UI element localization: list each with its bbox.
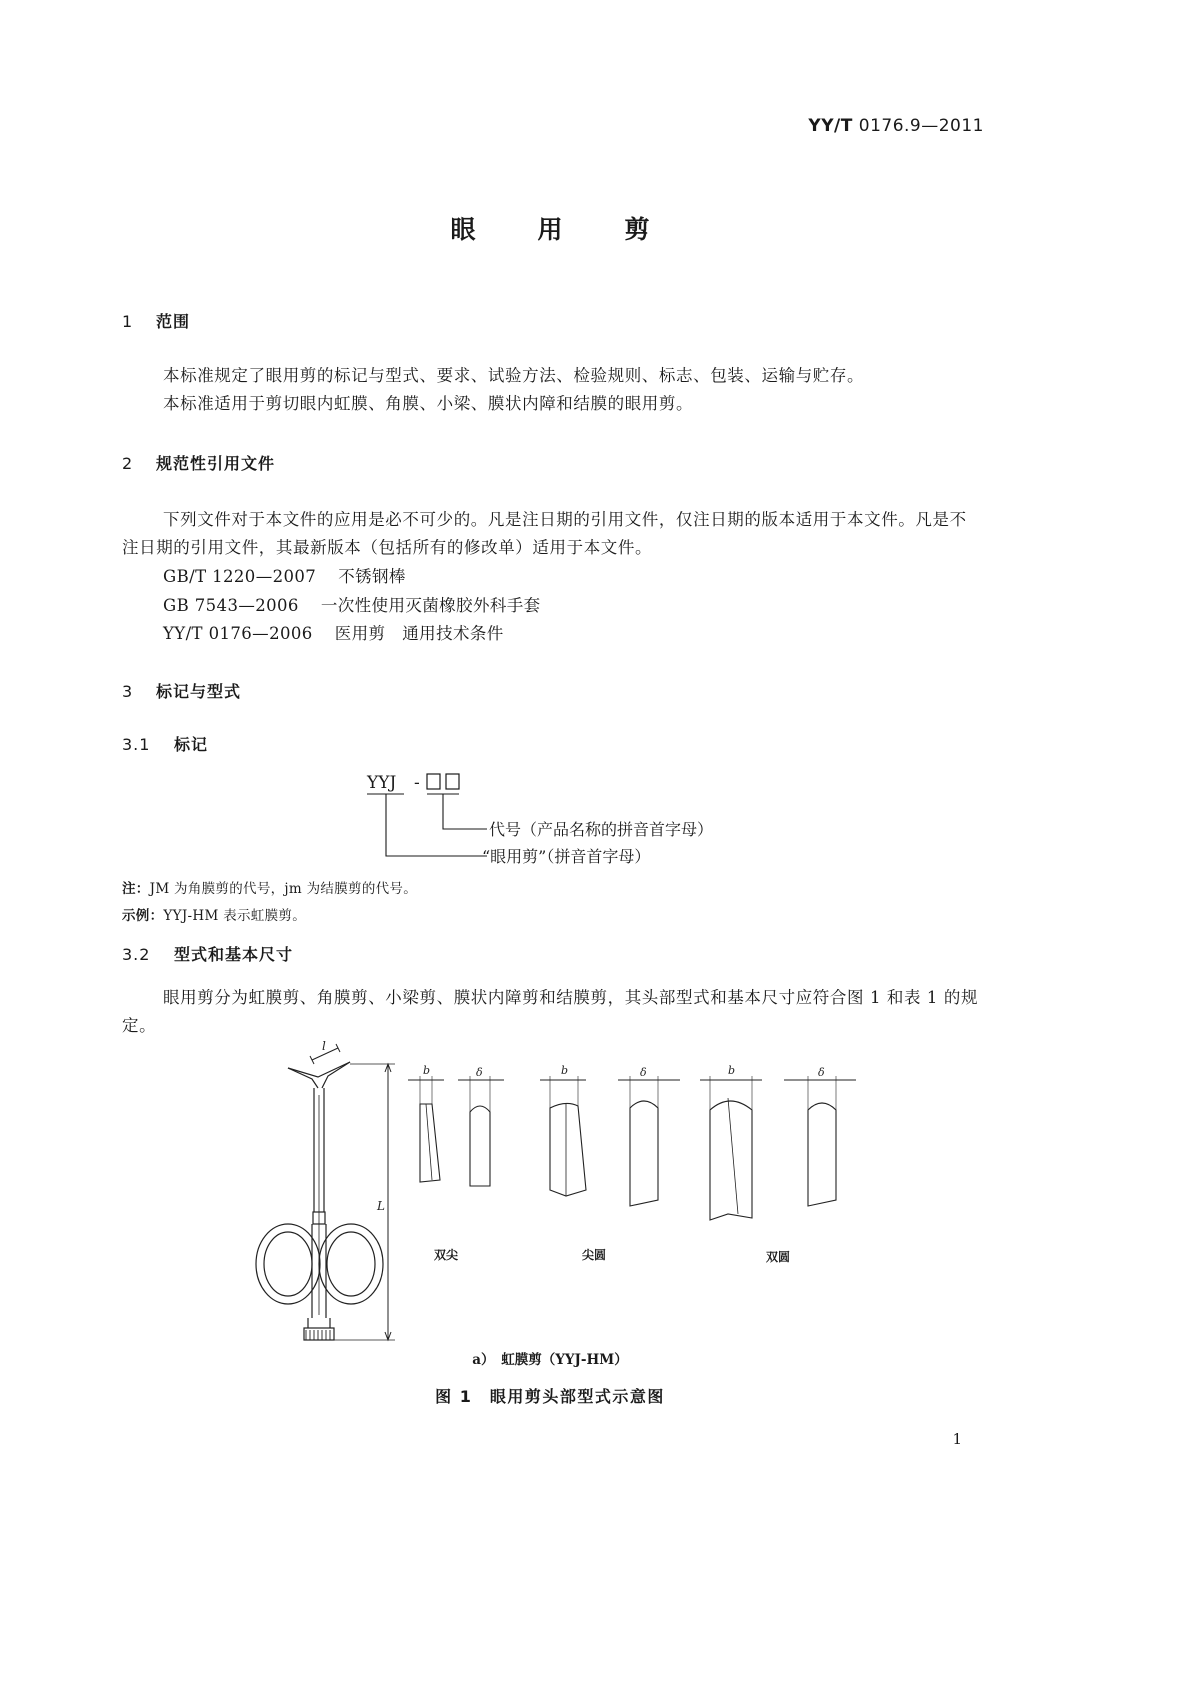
label-b: b xyxy=(728,1064,736,1077)
label-delta: δ xyxy=(818,1066,825,1079)
tip-sharp-round-b xyxy=(550,1103,586,1196)
page-number: 1 xyxy=(952,1430,962,1448)
tip-type-label: 双圆 xyxy=(766,1250,791,1264)
dimension-l-label: l xyxy=(322,1039,326,1053)
tip-type-label: 双尖 xyxy=(434,1248,459,1262)
figure-sub-caption: a） 虹膜剪（YYJ-HM） xyxy=(472,1352,628,1368)
note-label: 注： xyxy=(122,881,150,897)
tip-double-sharp-delta xyxy=(470,1106,490,1186)
section-title: 标记与型式 xyxy=(156,682,242,701)
scissors-blade-right xyxy=(322,1062,350,1088)
section-title: 型式和基本尺寸 xyxy=(174,945,294,964)
section-number: 3.1 xyxy=(122,735,151,754)
marking-label-1: 代号（产品名称的拼音首字母） xyxy=(489,820,714,839)
label-b: b xyxy=(561,1064,569,1077)
ref-code: GB/T 1220—2007 xyxy=(163,567,317,586)
marking-code-dash: - xyxy=(414,773,420,793)
section-title: 标记 xyxy=(174,735,209,754)
section-title: 规范性引用文件 xyxy=(156,454,276,473)
scissors-ring-left-inner xyxy=(264,1232,312,1296)
tip-double-round-b-edge xyxy=(728,1098,738,1214)
dimension-l-tick xyxy=(336,1044,340,1052)
scissors-drawing xyxy=(256,1062,383,1340)
standard-code-number: 0176.9—2011 xyxy=(852,116,984,136)
label-delta: δ xyxy=(476,1066,483,1079)
section-title: 范围 xyxy=(156,312,191,331)
tip-sharp-round-delta xyxy=(630,1101,658,1206)
standard-code-prefix: YY/T xyxy=(808,116,853,136)
ref-name: 一次性使用灭菌橡胶外科手套 xyxy=(320,596,541,615)
ref-code: YY/T 0176—2006 xyxy=(163,624,313,643)
refs-intro-paragraph: 下列文件对于本文件的应用是必不可少的。凡是注日期的引用文件，仅注日期的版本适用于本文件。凡是不注日期的引用文件，其最新版本（包括所有的修改单）适用于本文件。 xyxy=(122,510,967,557)
scissors-ring-left-outer xyxy=(256,1224,320,1304)
example-text: YYJ-HM 表示虹膜剪。 xyxy=(163,908,306,924)
section-number: 1 xyxy=(122,312,134,331)
scissors-blade-edge xyxy=(288,1062,350,1077)
tip-dimension-labels xyxy=(423,1064,825,1079)
tip-double-round-delta xyxy=(808,1103,836,1206)
section-number: 2 xyxy=(122,454,134,473)
marking-label-2: “眼用剪”（拼音首字母） xyxy=(482,847,651,866)
scissors-ring-right-outer xyxy=(319,1224,383,1304)
section-number: 3.2 xyxy=(122,945,151,964)
scissors-ring-right-inner xyxy=(327,1232,375,1296)
types-paragraph: 眼用剪分为虹膜剪、角膜剪、小梁剪、膜状内障剪和结膜剪，其头部型式和基本尺寸应符合图 1 和表 1 的规定。 xyxy=(122,988,979,1035)
document-title: 眼用剪 xyxy=(450,215,712,244)
ref-name: 不锈钢棒 xyxy=(338,567,406,586)
scissors-blade-left xyxy=(288,1068,318,1088)
tip-double-sharp-b xyxy=(420,1104,440,1182)
figure-caption: 图 1 眼用剪头部型式示意图 xyxy=(435,1387,665,1406)
dimension-L-label: L xyxy=(377,1199,385,1213)
dimension-L xyxy=(334,1064,395,1340)
scope-paragraph-1: 本标准规定了眼用剪的标记与型式、要求、试验方法、检验规则、标志、包装、运输与贮存。 xyxy=(163,366,865,385)
scissors-spring-hatch xyxy=(306,1330,330,1340)
label-delta: δ xyxy=(640,1066,647,1079)
tip-type-label: 尖圆 xyxy=(582,1248,607,1262)
tip-profiles xyxy=(420,1098,836,1220)
note-text: JM 为角膜剪的代号，jm 为结膜剪的代号。 xyxy=(149,881,418,897)
dimension-l-tick xyxy=(310,1056,314,1064)
marking-code-text: YYJ xyxy=(367,773,397,793)
ref-name: 医用剪 通用技术条件 xyxy=(334,624,504,643)
scope-paragraph-2: 本标准适用于剪切眼内虹膜、角膜、小梁、膜状内障和结膜的眼用剪。 xyxy=(163,394,694,413)
tip-double-sharp-b-edge xyxy=(426,1104,432,1180)
ref-code: GB 7543—2006 xyxy=(163,596,299,615)
example-label: 示例： xyxy=(122,908,164,924)
scissors-spring-base xyxy=(304,1328,334,1340)
tip-double-round-b xyxy=(710,1101,752,1220)
label-b: b xyxy=(423,1064,431,1077)
section-number: 3 xyxy=(122,682,134,701)
